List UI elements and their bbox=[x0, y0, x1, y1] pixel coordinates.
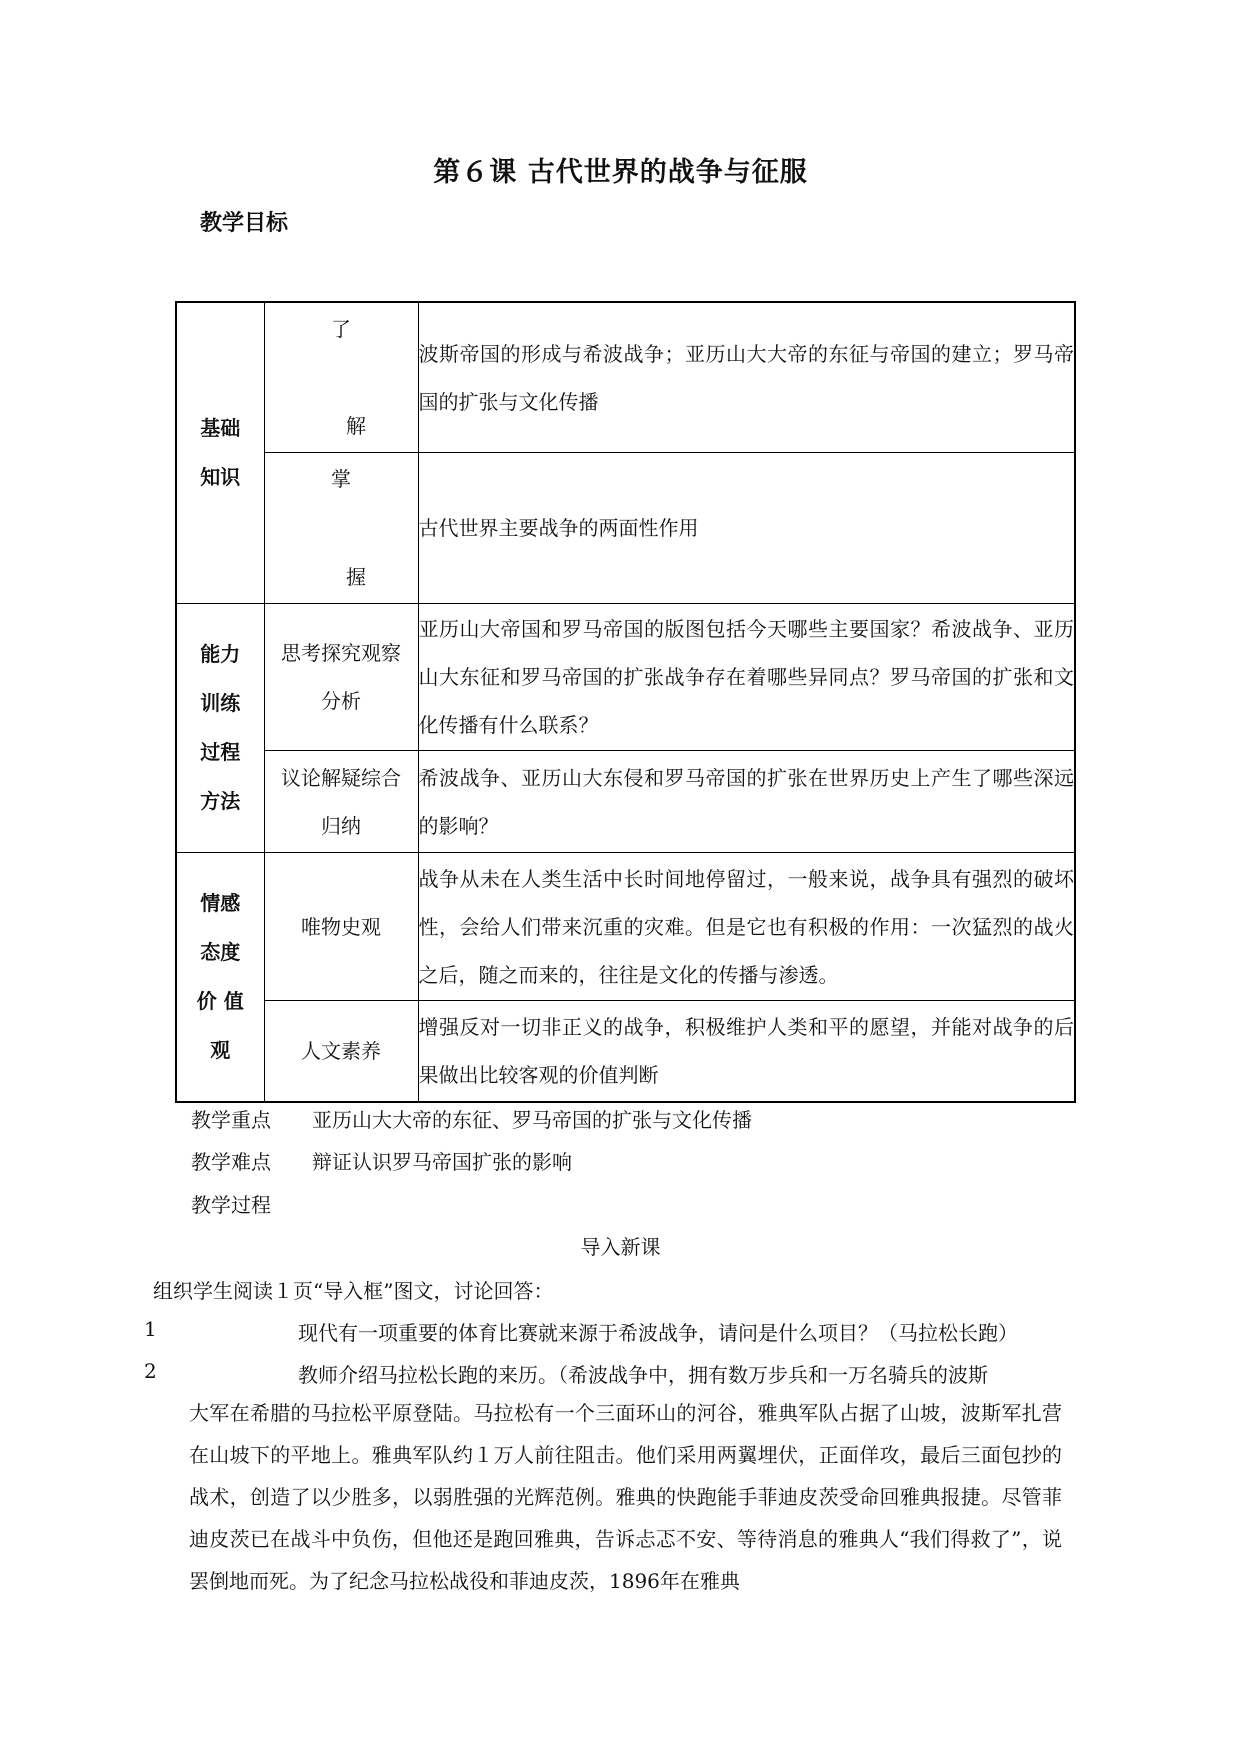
content-thinking: 亚历山大帝国和罗马帝国的版图包括今天哪些主要国家？希波战争、亚历山大东征和罗马帝国的扩张战争存在着哪些异同点？罗马帝国的扩张和文化传播有什么联系？ bbox=[418, 604, 1075, 751]
objectives-table bbox=[175, 301, 1076, 1103]
difficulty-text: 辩证认识罗马帝国扩张的影响 bbox=[312, 1150, 572, 1174]
difficulty-label: 教学难点 bbox=[191, 1150, 271, 1174]
table-row bbox=[176, 604, 1075, 751]
subcategory-master: 掌 握 bbox=[264, 453, 418, 604]
table-row bbox=[176, 1001, 1075, 1102]
content-materialism: 战争从未在人类生活中长时间地停留过，一般来说，战争具有强烈的破坏性，会给人们带来沉重的灾难。但是它也有积极的作用：一次猛烈的战火之后，随之而来的，往往是文化的传播与渗透。 bbox=[418, 853, 1075, 1001]
item-number: 1 bbox=[144, 1317, 157, 1341]
subcategory-understand: 了 解 bbox=[264, 302, 418, 453]
subcategory-thinking: 思考探究观察 分析 bbox=[264, 604, 418, 751]
subcategory-discussion: 议论解疑综合 归纳 bbox=[264, 751, 418, 853]
content-understand: 波斯帝国的形成与希波战争；亚历山大大帝的东征与帝国的建立；罗马帝国的扩张与文化传播 bbox=[418, 302, 1075, 453]
table-row bbox=[176, 302, 1075, 453]
content-discussion: 希波战争、亚历山大东侵和罗马帝国的扩张在世界历史上产生了哪些深远的影响？ bbox=[418, 751, 1075, 853]
item-text: 教师介绍马拉松长跑的来历。（希波战争中，拥有数万步兵和一万名骑兵的波斯 bbox=[298, 1363, 988, 1387]
body-paragraph: 大军在希腊的马拉松平原登陆。马拉松有一个三面环山的河谷，雅典军队占据了山坡，波斯军扎营在山坡下的平地上。雅典军队约１万人前往阻击。他们采用两翼埋伏，正面佯攻，最后三面包抄的战术，创造了以少胜多，以弱胜强的光辉范例。雅典的快跑能手菲迪皮茨受命回雅典报捷。尽管菲迪皮茨已在战斗中负伤，但他还是跑回雅典，告诉忐忑不安、等待消息的雅典人“我们得救了”，说罢倒地而死。为了纪念马拉松战役和菲迪皮茨，1896年在雅典 bbox=[189, 1401, 1062, 1593]
item-number: 2 bbox=[144, 1359, 157, 1383]
section-heading: 导入新课 bbox=[580, 1235, 661, 1259]
category-emotion-values: 情感 态度 价 值 观 bbox=[176, 853, 264, 1102]
content-humanities: 增强反对一切非正义的战争，积极维护人类和平的愿望，并能对战争的后果做出比较客观的价值判断 bbox=[418, 1001, 1075, 1102]
content-master: 古代世界主要战争的两面性作用 bbox=[418, 453, 1075, 604]
table-row bbox=[176, 751, 1075, 853]
item-text: 现代有一项重要的体育比赛就来源于希波战争，请问是什么项目？（马拉松长跑） bbox=[298, 1321, 1018, 1345]
subcategory-materialism: 唯物史观 bbox=[264, 853, 418, 1001]
focus-text: 亚历山大大帝的东征、罗马帝国的扩张与文化传播 bbox=[312, 1108, 752, 1132]
page-title: 第６课 古代世界的战争与征服 bbox=[433, 157, 808, 188]
category-basic-knowledge: 基础 知识 bbox=[176, 302, 264, 604]
subcategory-humanities: 人文素养 bbox=[264, 1001, 418, 1102]
table-row bbox=[176, 453, 1075, 604]
category-ability-process: 能力 训练 过程 方法 bbox=[176, 604, 264, 853]
intro-line: 组织学生阅读１页“导入框”图文，讨论回答： bbox=[153, 1279, 554, 1303]
table-row bbox=[176, 853, 1075, 1001]
process-label: 教学过程 bbox=[191, 1193, 271, 1217]
focus-label: 教学重点 bbox=[191, 1108, 271, 1132]
section-subheading: 教学目标 bbox=[200, 211, 289, 236]
